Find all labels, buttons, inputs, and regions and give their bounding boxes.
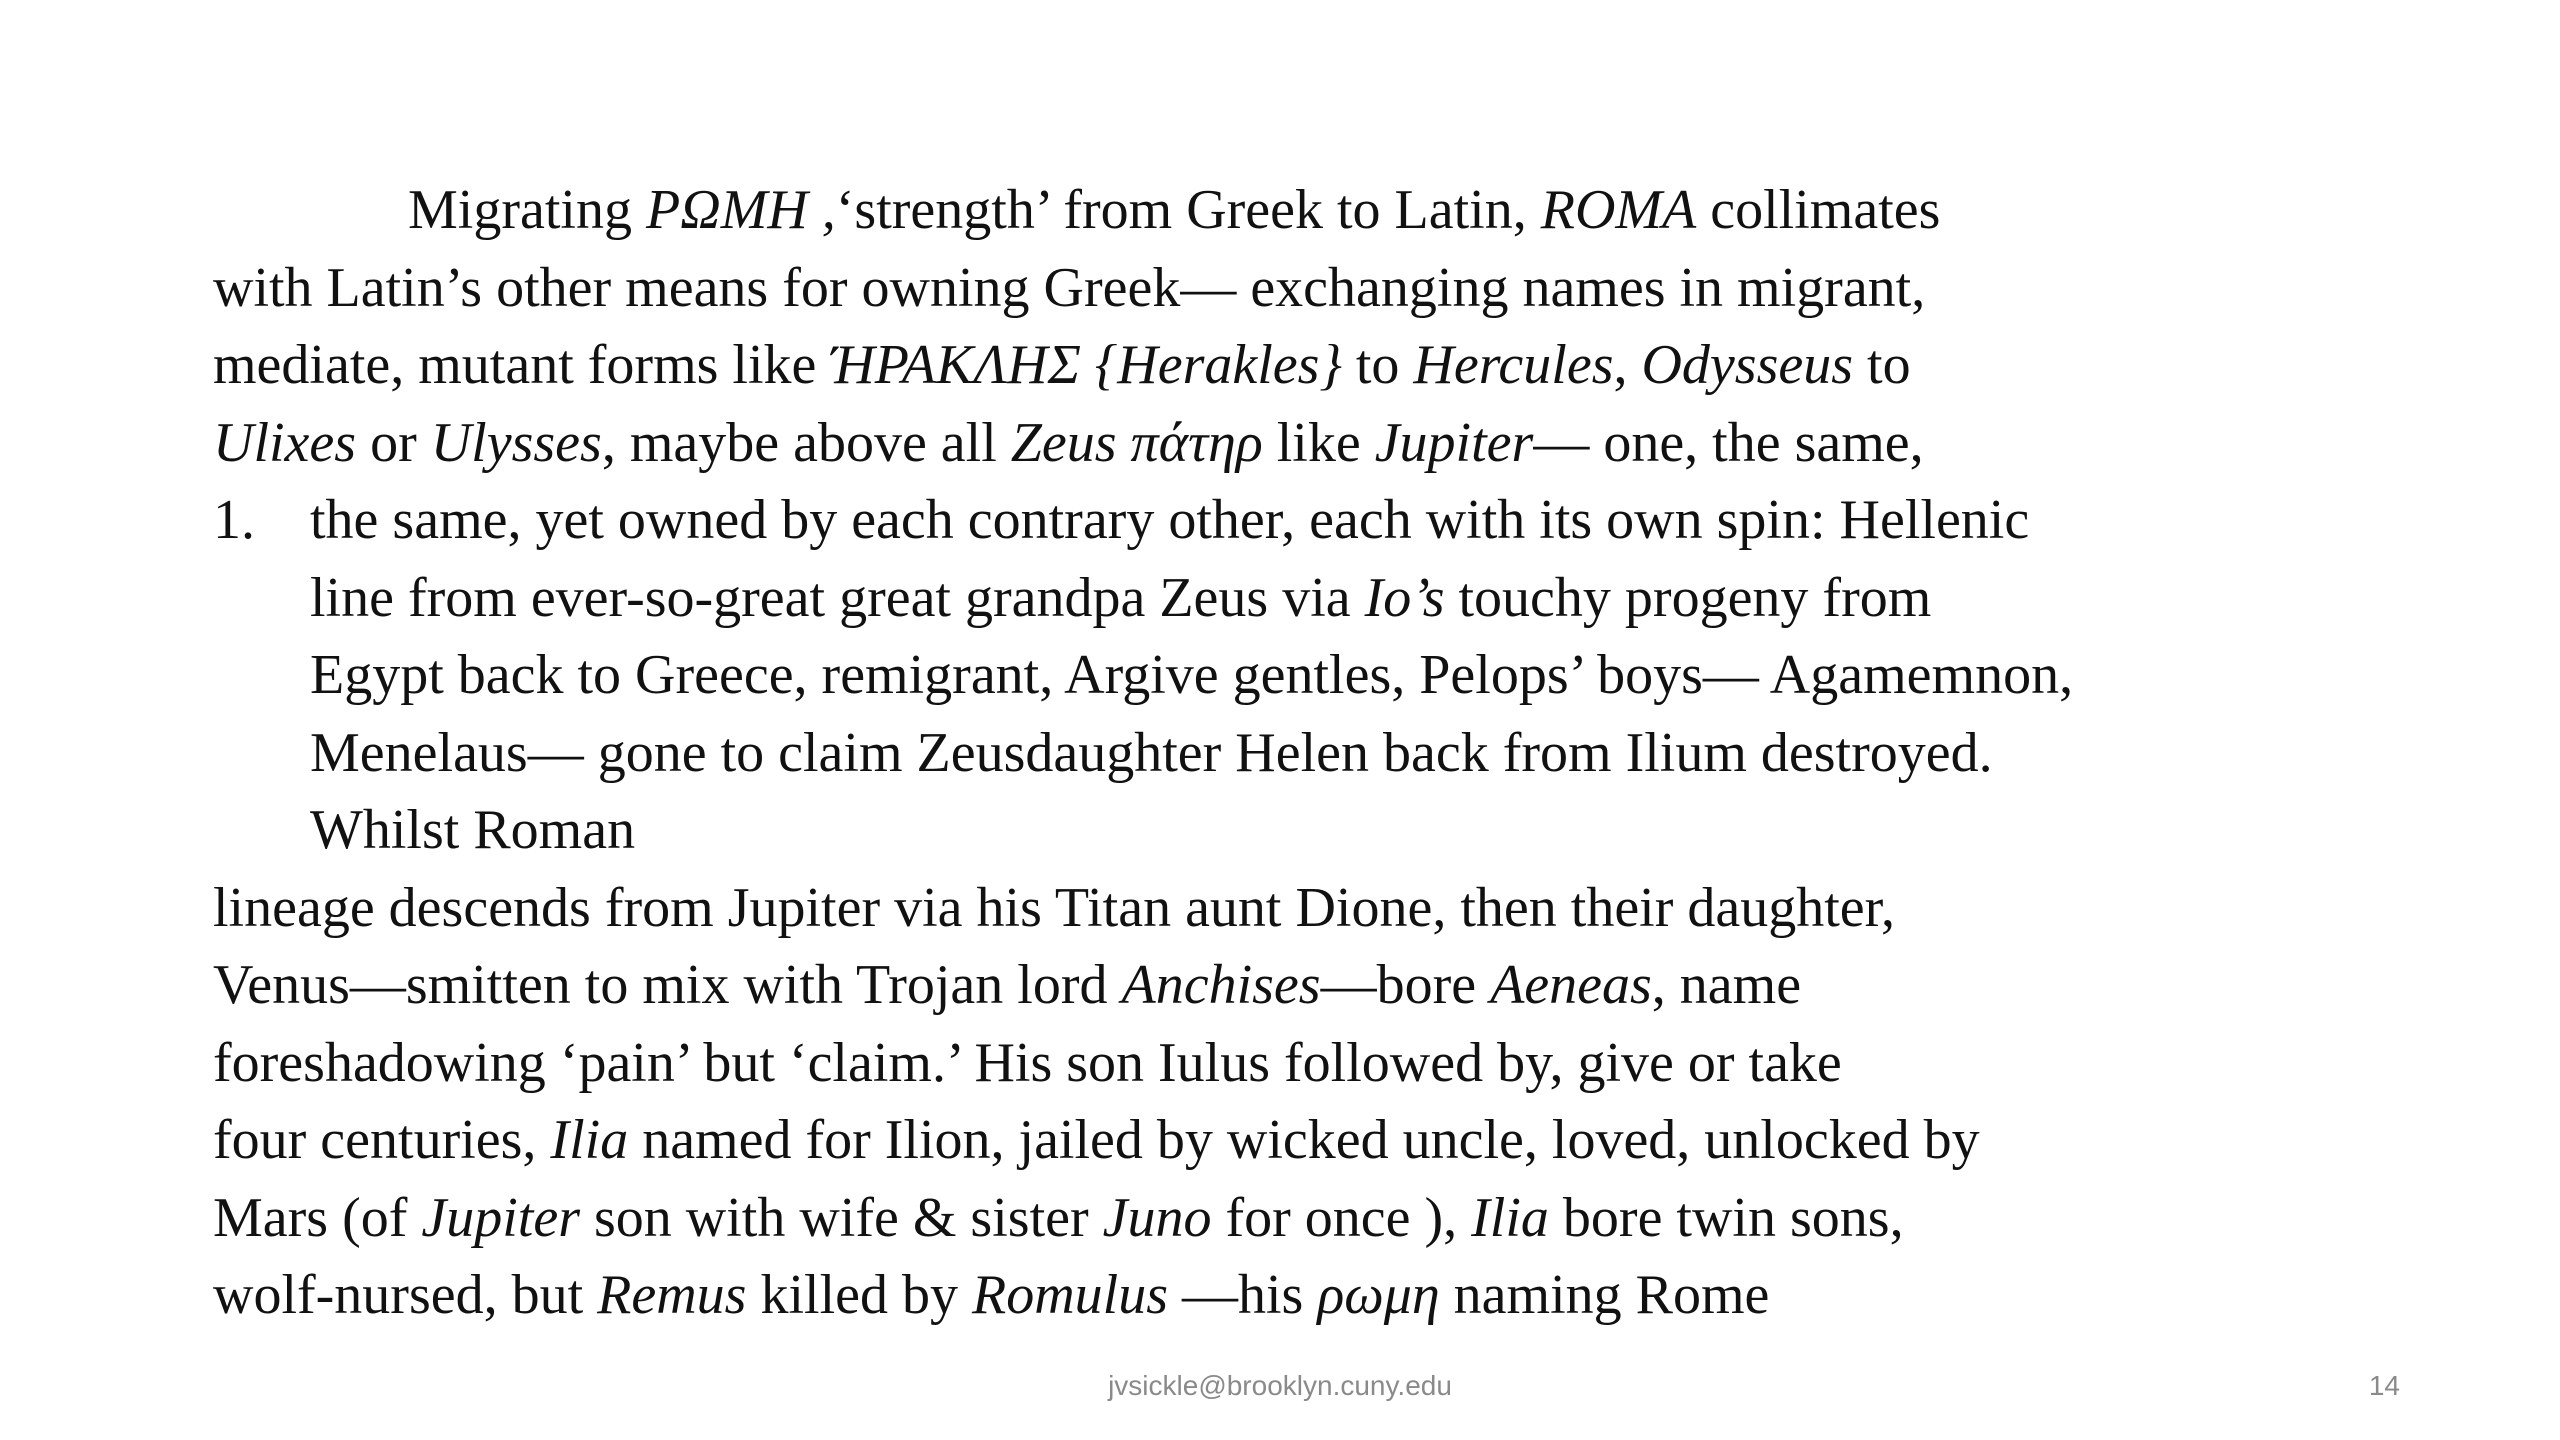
slide-body-text [213, 172, 2513, 1335]
list-number: 1. [213, 489, 255, 551]
text-line-9: Whilst Roman [310, 799, 636, 861]
text-line-4: Ulixes or Ulysses, maybe above all Zeus πάτηρ like Jupiter— one, the same, [213, 411, 1924, 474]
slide-page-number: 14 [2368, 1370, 2400, 1401]
text-line-11: Venus—smitten to mix with Trojan lord Anchises—bore Aeneas, name [213, 954, 1802, 1016]
text-line-6: line from ever-so-great great grandpa Zeus via Io’s touchy progeny from [310, 566, 1932, 629]
text-line-15: wolf-nursed, but Remus killed by Romulus —his ρωμη naming Rome [213, 1264, 1770, 1326]
list-item-1: 1. the same, yet owned by each contrary other, each with its own spin: Hellenic [213, 482, 2513, 560]
text-line-7: Egypt back to Greece, remigrant, Argive gentles, Pelops’ boys— Agamemnon, [310, 644, 2074, 706]
text-line-13: four centuries, Ilia named for Ilion, jailed by wicked uncle, loved, unlocked by [213, 1109, 1980, 1171]
text-line-2: with Latin’s other means for owning Greek— exchanging names in migrant, [213, 256, 1926, 319]
text-line-10: lineage descends from Jupiter via his Titan aunt Dione, then their daughter, [213, 876, 1896, 939]
text-line-1: Migrating ΡΩΜΗ ,‘strength’ from Greek to Latin, ROMA collimates [408, 179, 1941, 241]
footer-email: jvsickle@brooklyn.cuny.edu [1108, 1370, 1452, 1401]
text-line-3: mediate, mutant forms like ΉΡΑΚΛΗΣ {Herakles} to Hercules, Odysseus to [213, 334, 1911, 396]
text-line-12: foreshadowing ‘pain’ but ‘claim.’ His son Iulus followed by, give or take [213, 1031, 1842, 1094]
text-line-8: Menelaus— gone to claim Zeusdaughter Helen back from Ilium destroyed. [310, 721, 1993, 784]
text-line-14: Mars (of Jupiter son with wife & sister Juno for once ), Ilia bore twin sons, [213, 1186, 1904, 1249]
